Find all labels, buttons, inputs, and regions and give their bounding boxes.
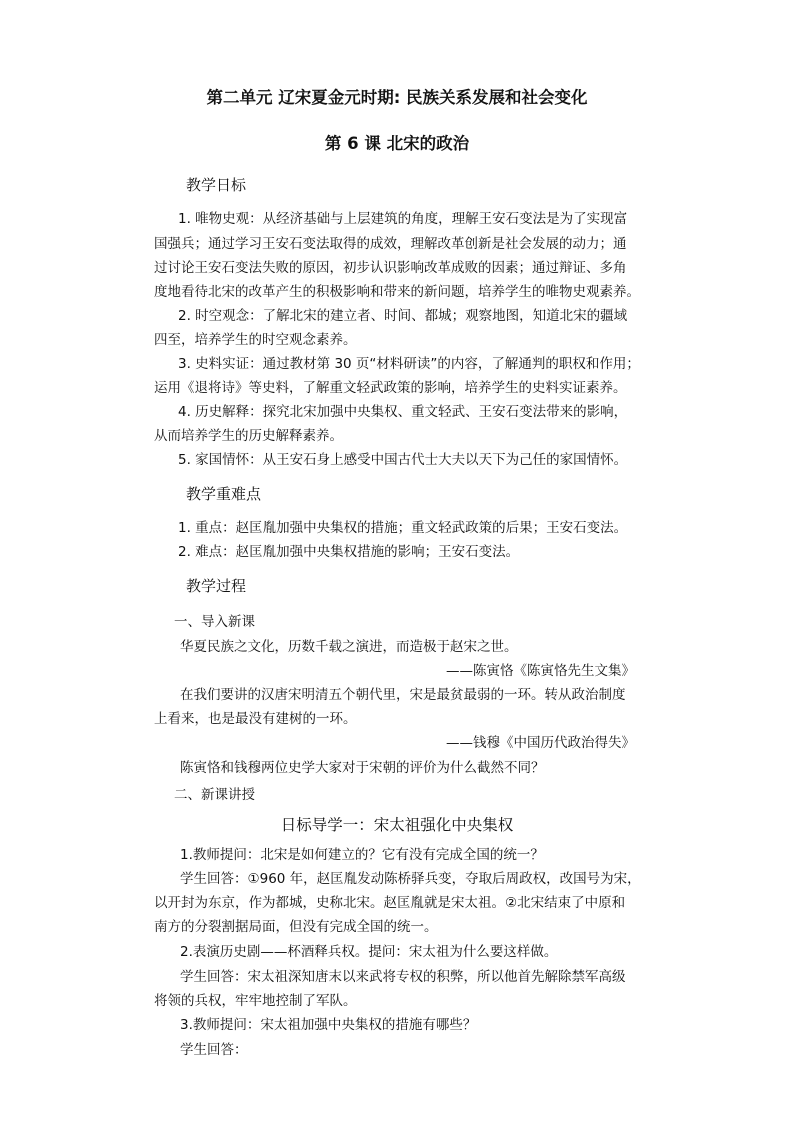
objective-line: 过讨论王安石变法失败的原因，初步认识影响改革成败的因素；通过辩证、多角	[154, 260, 627, 276]
keypoint-line: 2. 难点：赵匡胤加强中央集权措施的影响；王安石变法。	[178, 544, 520, 560]
quote-2-line-1: 在我们要讲的汉唐宋明清五个朝代里，宋是最贫最弱的一环。转从政治制度	[180, 687, 626, 703]
keypoint-line: 1. 重点：赵匡胤加强中央集权的措施；重文轻武政策的后果；王安石变法。	[178, 520, 628, 536]
body-line: 2.表演历史剧——杯酒释兵权。提问：宋太祖为什么要这样做。	[180, 944, 558, 960]
objective-line: 度地看待北宋的改革产生的积极影响和带来的新问题，培养学生的唯物史观素养。	[154, 284, 640, 300]
body-line: 以开封为东京，作为都城，史称北宋。赵匡胤就是宋太祖。②北宋结束了中原和	[154, 895, 626, 911]
objective-line: 5. 家国情怀：从王安石身上感受中国古代士大夫以天下为己任的家国情怀。	[178, 452, 628, 468]
body-line: 南方的分裂割据局面，但没有完成全国的统一。	[154, 919, 438, 935]
objective-line: 国强兵；通过学习王安石变法取得的成效，理解改革创新是社会发展的动力；通	[154, 236, 627, 252]
objective-line: 运用《退将诗》等史料，了解重文轻武政策的影响，培养学生的史料实证素养。	[154, 380, 627, 396]
body-line: 学生回答：①960 年，赵匡胤发动陈桥驿兵变，夺取后周政权，改国号为宋，	[180, 871, 641, 887]
unit-title: 第二单元 辽宋夏金元时期: 民族关系发展和社会变化	[206, 88, 588, 107]
objective-line: 3. 史料实证：通过教材第 30 页“材料研读”的内容，了解通判的职权和作用；	[178, 356, 640, 372]
body-line: 学生回答：宋太祖深知唐末以来武将专权的积弊，所以他首先解除禁军高级	[180, 969, 626, 985]
quote-2-source: ——钱穆《中国历代政治得失》	[446, 735, 635, 751]
lesson-title: 第 6 课 北宋的政治	[324, 134, 470, 153]
intro-question: 陈寅恪和钱穆两位史学大家对于宋朝的评价为什么截然不同？	[180, 760, 545, 776]
quote-2-line-2: 上看来，也是最没有建树的一环。	[154, 711, 357, 727]
process-heading: 教学过程	[186, 577, 247, 595]
goal-1-heading: 日标导学一：宋太祖强化中央集权	[280, 816, 514, 834]
body-line: 将领的兵权，牢牢地控制了军队。	[154, 993, 357, 1009]
body-line: 学生回答：	[180, 1042, 248, 1058]
objective-line: 1. 唯物史观：从经济基础与上层建筑的角度，理解王安石变法是为了实现富	[178, 211, 628, 227]
objective-line: 2. 时空观念：了解北宋的建立者、时间、都城；观察地图，知道北宋的疆域	[178, 308, 628, 324]
keypoints-heading: 教学重难点	[186, 485, 262, 503]
new-lesson-heading: 二、新课讲授	[174, 787, 255, 803]
objective-line: 从而培养学生的历史解释素养。	[154, 428, 343, 444]
body-line: 3.教师提问：宋太祖加强中央集权的措施有哪些？	[180, 1017, 477, 1033]
objectives-heading: 教学日标	[186, 176, 247, 194]
objective-line: 四至，培养学生的时空观念素养。	[154, 332, 357, 348]
body-line: 1.教师提问：北宋是如何建立的？它有没有完成全国的统一？	[180, 847, 544, 863]
quote-1: 华夏民族之文化，历数千载之演进，而造极于赵宋之世。	[180, 639, 518, 655]
intro-heading: 一、导入新课	[174, 614, 255, 630]
quote-1-source: ——陈寅恪《陈寅恪先生文集》	[446, 663, 635, 679]
objective-line: 4. 历史解释：探究北宋加强中央集权、重文轻武、王安石变法带来的影响，	[178, 404, 628, 420]
